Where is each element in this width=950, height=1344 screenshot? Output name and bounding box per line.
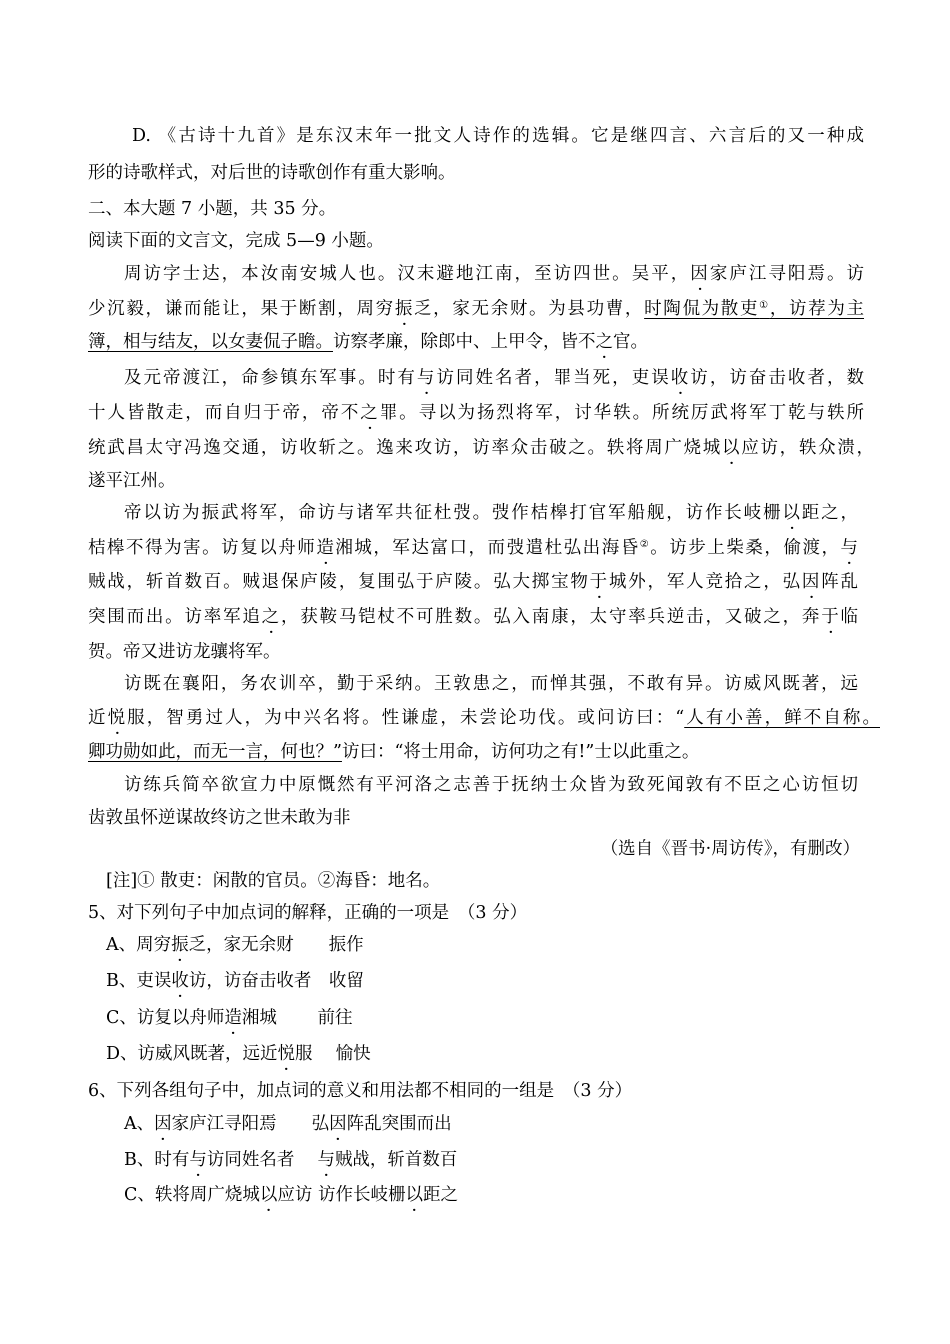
passage-p3-line-4 xyxy=(88,605,858,629)
text-run: 应访 访作长岐栅 xyxy=(277,1185,406,1205)
dotted-word: 因 xyxy=(329,1114,347,1134)
text-run: 服 愉快 xyxy=(295,1044,371,1064)
text-run: 应访，轶众溃， xyxy=(741,438,875,458)
text-run: 桔槔不得为害。访复以舟师 xyxy=(88,538,317,558)
passage-notes: [注]① 散吏：闲散的官员。②海昏：地名。 xyxy=(106,871,441,891)
text-run: 临 xyxy=(840,607,859,627)
option-d-text: D. 《古诗十九首》是东汉末年一批文人诗作的选辑。它是继四言、六言后的又一种成 xyxy=(132,126,864,146)
text-run: 家庐江寻阳焉。访 xyxy=(709,264,865,284)
passage-p2-line-1 xyxy=(124,366,864,390)
passage-p1-line-2 xyxy=(88,297,864,321)
dotted-word: 振 xyxy=(394,299,414,319)
dotted-word: 造 xyxy=(224,1008,242,1028)
passage-p5-line-1: 访练兵简卒欲宣力中原慨然有平河洛之志善于抚纳士众皆为致死闻敦有不臣之心访恒切 xyxy=(124,775,858,795)
text-run: 统武昌太守冯逸交通，访收斩之。逸来攻访，访率众击破之。轶将周广烧城 xyxy=(88,438,723,458)
dotted-word: 振 xyxy=(171,935,189,955)
dotted-word: 以 xyxy=(259,1185,278,1205)
dotted-word: 因 xyxy=(801,572,822,592)
text-run: 服，智勇过人，为中兴名将。性谦虚，未尝论功伐。或问访曰：“ xyxy=(127,708,685,728)
passage-p3-line-5: 贺。帝又进访龙骧将军。 xyxy=(88,642,281,662)
text-run: 突围而出。访率军追 xyxy=(88,607,262,627)
option-d-line-2 xyxy=(88,161,868,185)
dotted-word: 与 xyxy=(317,1150,335,1170)
question-5-stem: 5、对下列句子中加点词的解释，正确的一项是 （3 分） xyxy=(88,903,528,923)
footnote-marker: ① xyxy=(759,300,770,311)
passage-p1-line-1 xyxy=(124,262,864,286)
text-run: 时陶侃为散吏 xyxy=(644,299,760,319)
text-run: 贼战，斩首数百。贼退保庐陵，复围弘于庐陵。弘大掷宝物 xyxy=(88,572,590,592)
question-6-stem: 6、下列各组句子中，加点词的意义和用法都不相同的一组是 （3 分） xyxy=(88,1081,633,1101)
text-run: B、时有 xyxy=(124,1150,190,1170)
text-run: 距之， xyxy=(801,503,859,523)
text-run: C、访复以舟师 xyxy=(106,1008,225,1028)
text-run: 访同姓名者，罪当死，吏误 xyxy=(436,368,671,388)
text-run: A、 xyxy=(124,1114,155,1134)
dotted-word: 以 xyxy=(405,1185,423,1205)
text-run: 罪。寻以为扬烈将军，讨华轶。所统厉武将军丁乾与轶所 xyxy=(379,403,865,423)
text-run: B、吏误 xyxy=(106,971,172,991)
passage-p3-line-2 xyxy=(88,536,858,560)
text-run: 湘城，军达富口，而弢遣杜弘出海昏 xyxy=(335,538,640,558)
option-d-line-1 xyxy=(132,124,864,148)
underlined-sentence: 簿，相与结友，以女妻侃子瞻。 xyxy=(88,332,333,352)
text-run: 近 xyxy=(88,708,108,728)
text-run: 少沉毅，谦而能让，果于断割，周穷 xyxy=(88,299,395,319)
question-5-option-c xyxy=(106,1006,886,1030)
text-run: 家庐江寻阳焉 弘 xyxy=(171,1114,330,1134)
text-run: ，访荐为主 xyxy=(769,299,865,319)
question-6-option-a xyxy=(124,1112,904,1136)
text-run: 城外，军人竞拾之，弘 xyxy=(608,572,802,592)
text-run: ，获鞍马铠杖不可胜数。弘入南康，太守率兵逆击，又破之，奔 xyxy=(280,607,822,627)
text-run: 访，访奋击收者，数 xyxy=(690,368,865,388)
dotted-word: 以 xyxy=(722,438,742,458)
text-run: 及元帝渡江，命参镇东军事。时有 xyxy=(124,368,417,388)
text-run: 访同姓名者 xyxy=(206,1150,318,1170)
text-run: 贼战，斩首数百 xyxy=(334,1150,458,1170)
dotted-word: 与 xyxy=(189,1150,207,1170)
text-run: 帝以访为振武将军，命访与诸军共征杜弢。弢作桔槔打官军船舰，访作长岐栅 xyxy=(124,503,783,523)
question-5-option-b xyxy=(106,969,886,993)
passage-p2-line-3 xyxy=(88,436,874,460)
text-run: 乏，家无余财。为县功曹， xyxy=(414,299,645,319)
text-run: 十人皆散走，而自归于帝，帝不 xyxy=(88,403,361,423)
section-instruction: 阅读下面的文言文，完成 5—9 小题。 xyxy=(88,231,384,251)
dotted-word: 收 xyxy=(670,368,691,388)
text-run: 阵乱突围而出 xyxy=(346,1114,452,1134)
question-6-option-b xyxy=(124,1148,904,1172)
dotted-word: 悦 xyxy=(107,708,128,728)
dotted-word: 与 xyxy=(840,538,859,558)
question-5-option-d xyxy=(106,1042,886,1066)
text-run: 。访步上柴桑，偷渡， xyxy=(650,538,841,558)
underlined-sentence xyxy=(644,299,864,319)
dotted-word: 于 xyxy=(589,572,609,592)
dotted-word: 造 xyxy=(316,538,336,558)
passage-p2-line-4: 遂平江州。 xyxy=(88,471,176,491)
dotted-word: 悦 xyxy=(277,1044,296,1064)
passage-p4-line-3 xyxy=(88,740,868,764)
text-run: 访察孝廉，除郎中、上甲令，皆不 xyxy=(333,332,596,352)
text-run: C、轶将周广烧城 xyxy=(124,1185,260,1205)
dotted-word: 以 xyxy=(782,503,802,523)
text-run: 访曰：“将士用命，访何功之有!”士以此重之。 xyxy=(341,742,700,762)
text-run: D、访威风既著，远近 xyxy=(106,1044,278,1064)
dotted-word: 收 xyxy=(171,971,189,991)
dotted-word: 于 xyxy=(821,607,841,627)
dotted-word: 之 xyxy=(261,607,281,627)
text-run: 乏，家无余财 振作 xyxy=(188,935,364,955)
text-run: 距之 xyxy=(422,1185,458,1205)
text-run: 湘城 前往 xyxy=(241,1008,353,1028)
dotted-word: 因 xyxy=(690,264,710,284)
dotted-word: 因 xyxy=(154,1114,172,1134)
passage-p1-line-3 xyxy=(88,330,868,354)
option-d-text-2: 形的诗歌样式，对后世的诗歌创作有重大影响。 xyxy=(88,163,456,183)
underlined-sentence: 人有小善，鲜不自称。 xyxy=(684,708,880,728)
dotted-word: 之 xyxy=(360,403,380,423)
passage-p4-line-1: 访既在襄阳，务农训卒，勤于采纳。王敦患之，而惮其强，不敢有异。访威风既著，远 xyxy=(124,674,858,694)
text-run: A、周穷 xyxy=(106,935,172,955)
text-run: 官。 xyxy=(613,332,648,352)
text-run: 访，访奋击收者 收留 xyxy=(188,971,364,991)
question-5-option-a xyxy=(106,933,886,957)
passage-p4-line-2 xyxy=(88,706,880,730)
question-6-option-c xyxy=(124,1183,904,1207)
dotted-word: 与 xyxy=(416,368,437,388)
footnote-marker: ② xyxy=(639,539,651,550)
text-run: 阵乱 xyxy=(821,572,859,592)
passage-p5-line-2: 齿敦虽怀逆谋故终访之世未敢为非 xyxy=(88,808,351,828)
underlined-sentence: 卿功勋如此，而无一言，何也？” xyxy=(88,742,342,762)
passage-p3-line-1 xyxy=(124,501,858,525)
passage-p3-line-3 xyxy=(88,570,858,594)
passage-p2-line-2 xyxy=(88,401,864,425)
section-heading: 二、本大题 7 小题，共 35 分。 xyxy=(88,199,337,219)
dotted-word: 之 xyxy=(595,332,613,352)
passage-source: （选自《晋书·周访传》，有删改） xyxy=(600,839,860,859)
text-run: 周访字士达，本汝南安城人也。汉末避地江南，至访四世。吴平， xyxy=(124,264,691,284)
